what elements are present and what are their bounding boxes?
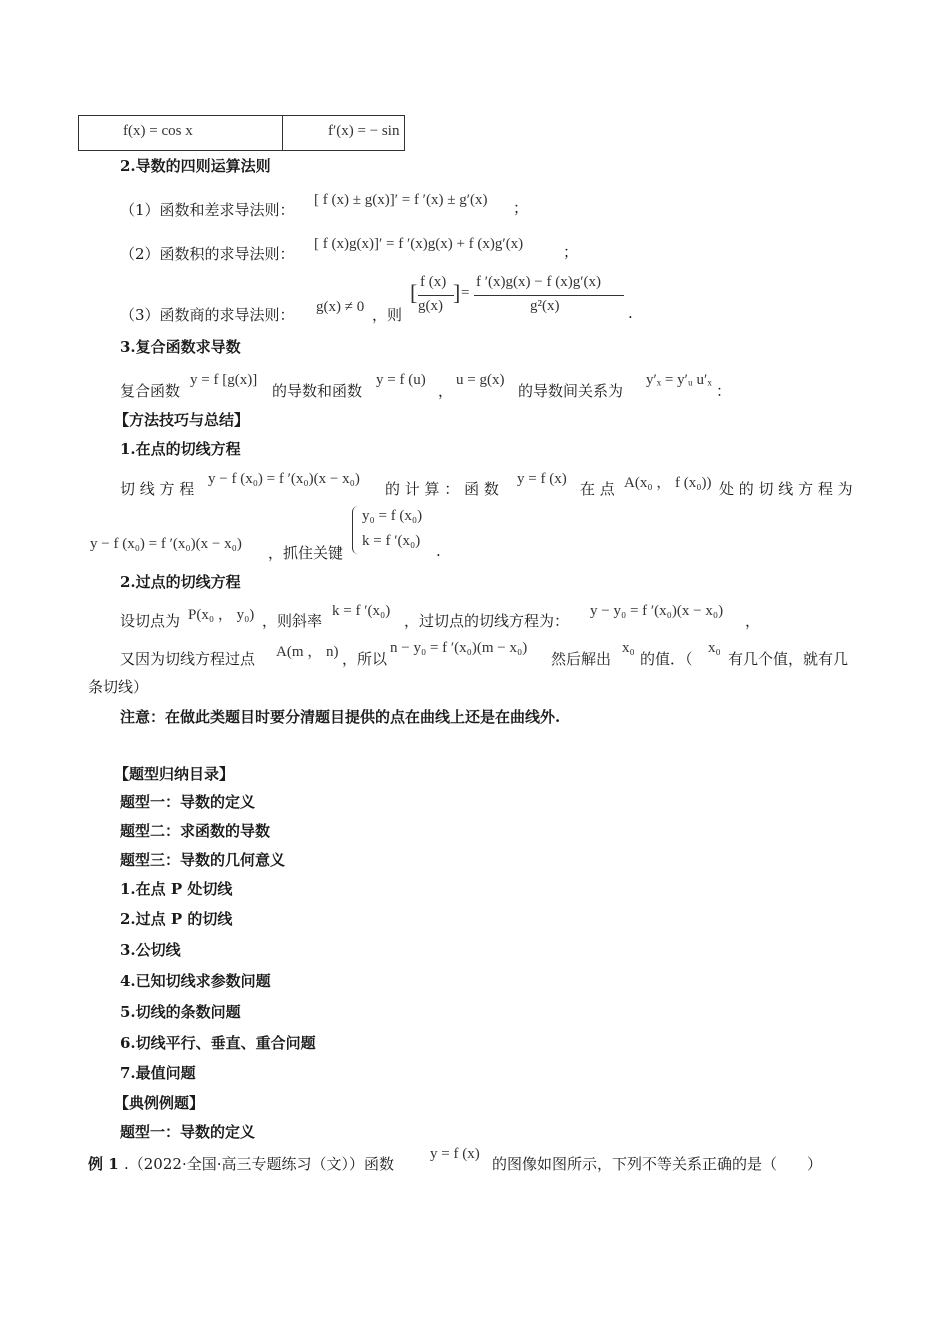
p2-system-line-2: k = f ′(x₀) [362, 533, 421, 549]
rule3-rhs-denominator: g²(x) [530, 298, 560, 314]
p1-formula-1: y − f (x₀) = f ′(x₀)(x − x₀) [208, 471, 360, 487]
rule3-condition: g(x) ≠ 0 [316, 299, 365, 315]
table-cell-function-text: f(x) = cos x [123, 123, 193, 139]
method-sub1: 1.在点的切线方程 [120, 440, 241, 458]
catalog-item: 7.最值问题 [120, 1064, 196, 1082]
catalog-item: 题型一：导数的定义 [120, 793, 256, 811]
p1-formula-3: A(x₀ ， f (x₀)) [624, 475, 712, 491]
method-sub2: 2.过点的切线方程 [120, 573, 241, 591]
catalog-item: 3.公切线 [120, 941, 181, 959]
catalog-item: 5.切线的条数问题 [120, 1003, 241, 1021]
catalog-heading: 【题型归纳目录】 [114, 765, 235, 783]
p3-formula-3: y − y₀ = f ′(x₀)(x − x₀) [590, 603, 724, 619]
section-heading-rules: 2.导数的四则运算法则 [120, 157, 271, 175]
p4-line-2: 条切线） [88, 678, 149, 696]
examples-heading: 【典例例题】 [114, 1094, 205, 1112]
table-cell-function [79, 116, 283, 150]
p4-text-d: 的值．（ [640, 650, 693, 668]
derivative-table [78, 115, 405, 151]
rule1-end: ； [513, 199, 529, 217]
bracket-right: ] [453, 280, 461, 305]
rule3-lhs-numerator: f (x) [420, 274, 447, 290]
composite-text-2: 的导数和函数 [272, 382, 363, 400]
p3-text-a: 设切点为 [120, 612, 181, 630]
composite-text-3: 的导数间关系为 [518, 382, 624, 400]
composite-end: ： [716, 382, 732, 400]
catalog-item: 1.在点 P 处切线 [120, 880, 233, 898]
rule3-then: ，则 [372, 306, 403, 324]
rule2-formula: [ f (x)g(x)]′ = f ′(x)g(x) + f (x)g′(x) [314, 236, 524, 252]
p2-system-line-1: y₀ = f (x₀) [362, 508, 423, 524]
composite-formula-1: y = f [g(x)] [190, 372, 258, 388]
example1-formula: y = f (x) [430, 1146, 480, 1162]
p3-formula-1: P(x₀ ， y₀) [188, 607, 255, 623]
p4-formula-4: x₀ [708, 640, 721, 656]
p4-text-b: ，所以 [342, 650, 388, 668]
rule3-end: . [628, 304, 633, 322]
p2-end: . [436, 542, 441, 560]
p1-text-b: 的 计 算 ： 函 数 [385, 480, 499, 498]
p3-text-c: ，过切点的切线方程为： [404, 612, 570, 630]
catalog-item: 题型三：导数的几何意义 [120, 851, 286, 869]
p1-formula-2: y = f (x) [517, 471, 567, 487]
table-cell-derivative [282, 116, 404, 150]
p4-formula-2: n − y₀ = f ′(x₀)(m − x₀) [390, 640, 528, 656]
composite-formula-3: u = g(x) [456, 372, 505, 388]
p2-formula-1: y − f (x₀) = f ′(x₀)(x − x₀) [90, 536, 242, 552]
p4-text-c: 然后解出 [551, 650, 612, 668]
method-heading: 【方法技巧与总结】 [114, 411, 250, 429]
composite-formula-4: y′ₓ = y′ᵤ u′ₓ [646, 372, 712, 388]
p3-end: ， [745, 612, 761, 630]
p4-formula-3: x₀ [622, 640, 635, 656]
equals-sign: = [461, 285, 470, 301]
rule2-label: （2）函数积的求导法则： [120, 245, 295, 263]
system-brace [352, 506, 361, 554]
p4-text-a: 又因为切线方程过点 [120, 650, 256, 668]
p1-text-d: 处 的 切 线 方 程 为 [719, 480, 853, 498]
catalog-item: 6.切线平行、垂直、重合问题 [120, 1034, 316, 1052]
p4-formula-1: A(m ， n) [276, 644, 339, 660]
composite-sep: ， [438, 382, 454, 400]
method-note: 注意：在做此类题目时要分清题目提供的点在曲线上还是在曲线外. [120, 708, 561, 726]
fraction-bar-rhs [474, 295, 624, 296]
p4-text-e: 有几个值，就有几 [728, 650, 849, 668]
rule2-end: ； [563, 243, 579, 261]
p2-text-a: ，抓住关键 [268, 544, 344, 562]
catalog-item: 4.已知切线求参数问题 [120, 972, 271, 990]
section-heading-composite: 3.复合函数求导数 [120, 338, 241, 356]
composite-formula-2: y = f (u) [376, 372, 426, 388]
example1-label: 例 1 [88, 1155, 119, 1173]
catalog-item: 2.过点 P 的切线 [120, 910, 233, 928]
catalog-item: 题型二：求函数的导数 [120, 822, 271, 840]
p1-text-a: 切 线 方 程 [120, 480, 195, 498]
rule3-lhs-denominator: g(x) [418, 298, 443, 314]
p3-text-b: ，则斜率 [262, 612, 323, 630]
example1-text-a: .（2022·全国·高三专题练习（文））函数 [124, 1155, 394, 1173]
table-cell-derivative-text: f′(x) = − sin [328, 123, 400, 139]
p3-formula-2: k = f ′(x₀) [332, 603, 391, 619]
bracket-left: [ [410, 280, 418, 305]
example1-text-b: 的图像如图所示，下列不等关系正确的是（ ） [492, 1155, 823, 1173]
fraction-bar-lhs [418, 295, 454, 296]
composite-text-1: 复合函数 [120, 382, 181, 400]
examples-type1: 题型一：导数的定义 [120, 1123, 256, 1141]
p1-text-c: 在 点 [580, 480, 615, 498]
rule1-formula: [ f (x) ± g(x)]′ = f ′(x) ± g′(x) [314, 192, 488, 208]
rule3-rhs-numerator: f ′(x)g(x) − f (x)g′(x) [476, 274, 601, 290]
rule1-label: （1）函数和差求导法则： [120, 201, 295, 219]
rule3-label: （3）函数商的求导法则： [120, 306, 295, 324]
